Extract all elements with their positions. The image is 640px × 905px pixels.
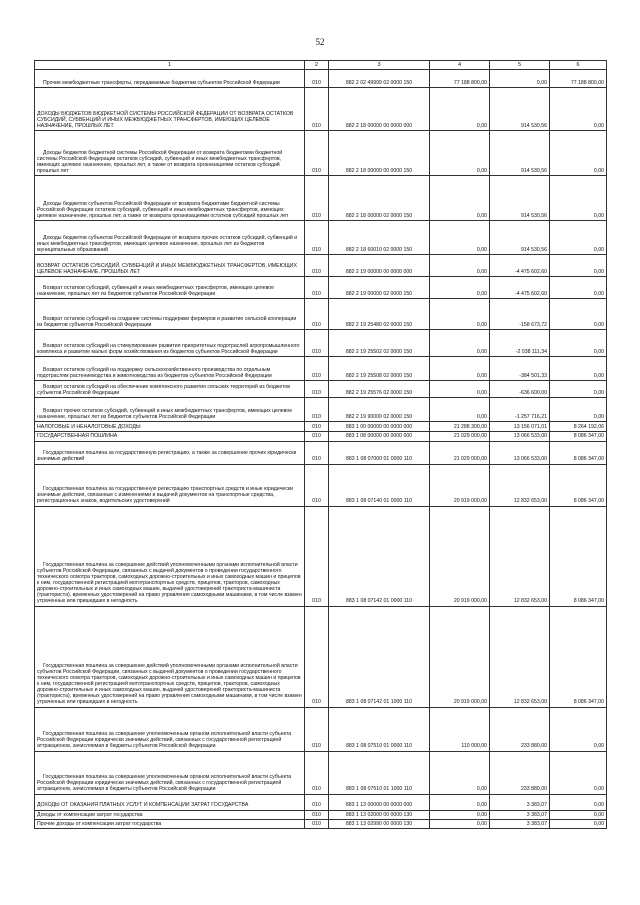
row-kbk-cell: 883 1 08 07000 01 0000 110 [329, 441, 430, 464]
row-plan-cell: 0,00 [430, 299, 490, 330]
row-name-cell: Возврат остатков субсидий на стимулирование развития приоритетных подотраслей агропромышленного комплекса и развитие малых форм хозяйствования из бюджетов субъектов Российской Федерации [35, 330, 305, 357]
table-row [35, 464, 607, 506]
table-row [35, 221, 607, 255]
row-rest-cell: 8 086 347,00 [550, 441, 607, 464]
table-row [35, 255, 607, 277]
table-header-row [35, 61, 607, 70]
row-exec-cell: 914 530,56 [490, 131, 550, 176]
row-plan-cell: 0,00 [430, 810, 490, 819]
row-rest-cell: 0,00 [550, 819, 607, 828]
row-exec-cell: 3 383,07 [490, 810, 550, 819]
table-row [35, 299, 607, 330]
row-code-cell: 010 [305, 751, 329, 794]
row-code-cell: 010 [305, 398, 329, 422]
row-kbk-cell: 882 2 18 00000 00 0000 150 [329, 131, 430, 176]
row-kbk-cell: 883 1 08 07510 01 0000 110 [329, 707, 430, 751]
row-rest-cell: 8 086 347,00 [550, 506, 607, 606]
row-code-cell: 010 [305, 176, 329, 221]
row-rest-cell: 8 086 347,00 [550, 464, 607, 506]
row-rest-cell: 8 086 347,00 [550, 432, 607, 441]
row-plan-cell: 0,00 [430, 131, 490, 176]
table-row [35, 70, 607, 88]
row-exec-cell: -1 257 716,21 [490, 398, 550, 422]
row-rest-cell: 0,00 [550, 221, 607, 255]
row-code-cell: 010 [305, 330, 329, 357]
row-name-cell: ДОХОДЫ БЮДЖЕТОВ БЮДЖЕТНОЙ СИСТЕМЫ РОССИЙСКОЙ ФЕДЕРАЦИИ ОТ ВОЗВРАТА ОСТАТКОВ СУБСИДИЙ, СУБВЕНЦИЙ И ИНЫХ МЕЖБЮДЖЕТНЫХ ТРАНСФЕРТОВ, ИМЕЮЩИХ ЦЕЛЕВОЕ НАЗНАЧЕНИЕ, ПРОШЛЫХ ЛЕТ [35, 88, 305, 131]
column-header: 3 [329, 61, 430, 70]
row-rest-cell: 0,00 [550, 398, 607, 422]
row-kbk-cell: 882 2 18 00000 00 0000 000 [329, 88, 430, 131]
row-exec-cell: -2 038 111,34 [490, 330, 550, 357]
row-exec-cell: 233 880,00 [490, 751, 550, 794]
row-kbk-cell: 882 2 19 90000 02 0000 150 [329, 398, 430, 422]
row-code-cell: 010 [305, 381, 329, 398]
row-code-cell: 010 [305, 794, 329, 810]
row-exec-cell: -4 475 602,60 [490, 255, 550, 277]
row-rest-cell: 0,00 [550, 131, 607, 176]
row-kbk-cell: 882 2 19 25480 02 0000 150 [329, 299, 430, 330]
row-plan-cell: 0,00 [430, 88, 490, 131]
row-name-cell: Государственная пошлина за государственную регистрацию транспортных средств и иные юридически значимые действия, связанные с изменениями и выдачей документов на транспортные средства, регистрационных знаков, водительских удостоверений [35, 464, 305, 506]
row-rest-cell: 0,00 [550, 751, 607, 794]
row-exec-cell: -4 475 602,60 [490, 277, 550, 299]
row-exec-cell: 13 156 071,01 [490, 422, 550, 432]
row-code-cell: 010 [305, 810, 329, 819]
row-code-cell: 010 [305, 819, 329, 828]
table-row [35, 810, 607, 819]
row-rest-cell: 8 264 192,06 [550, 422, 607, 432]
table-row [35, 357, 607, 381]
row-name-cell: Возврат остатков субсидий на создание системы поддержки фермеров и развитие сельской кооперации из бюджетов субъектов Российской Федерации [35, 299, 305, 330]
row-plan-cell: 0,00 [430, 794, 490, 810]
row-plan-cell: 0,00 [430, 255, 490, 277]
row-plan-cell: 0,00 [430, 381, 490, 398]
table-row [35, 432, 607, 441]
row-code-cell: 010 [305, 255, 329, 277]
table-row [35, 88, 607, 131]
row-name-cell: Возврат остатков субсидий на обеспечение комплексного развития сельских территорий из бюджетов субъектов Российской Федерации [35, 381, 305, 398]
row-exec-cell: -384 501,33 [490, 357, 550, 381]
table-row [35, 794, 607, 810]
row-name-cell: ГОСУДАРСТВЕННАЯ ПОШЛИНА [35, 432, 305, 441]
row-rest-cell: 0,00 [550, 176, 607, 221]
row-exec-cell: 12 832 653,00 [490, 464, 550, 506]
row-code-cell: 010 [305, 88, 329, 131]
column-header: 5 [490, 61, 550, 70]
table-row [35, 398, 607, 422]
row-name-cell: Возврат остатков субсидий на поддержку сельскохозяйственного производства по отдельным подотраслям растениеводства и животноводства из бюджетов субъектов Российской Федерации [35, 357, 305, 381]
row-kbk-cell: 883 1 13 00000 00 0000 000 [329, 794, 430, 810]
row-plan-cell: 20 919 000,00 [430, 464, 490, 506]
row-plan-cell: 20 919 000,00 [430, 606, 490, 707]
row-code-cell: 010 [305, 422, 329, 432]
row-name-cell: Государственная пошлина за совершение уполномоченным органом исполнительной власти субъекта Российской Федерации юридически значимых действий, связанных с государственной регистрацией аттракционов, зачисляемая в бюджеты субъектов Российской Федерации [35, 707, 305, 751]
row-rest-cell: 0,00 [550, 277, 607, 299]
row-exec-cell: 3 383,07 [490, 794, 550, 810]
row-plan-cell: 20 919 000,00 [430, 506, 490, 606]
row-kbk-cell: 882 2 19 25502 02 0000 150 [329, 330, 430, 357]
row-plan-cell: 0,00 [430, 330, 490, 357]
row-kbk-cell: 883 1 08 07142 01 1000 110 [329, 606, 430, 707]
table-row [35, 176, 607, 221]
row-name-cell: Доходы бюджетов субъектов Российской Федерации от возврата прочих остатков субсидий, субвенций и иных межбюджетных трансфертов, имеющих целевое назначение, прошлых лет из бюджетов муниципальных образований [35, 221, 305, 255]
row-plan-cell: 0,00 [430, 221, 490, 255]
table-row [35, 330, 607, 357]
row-plan-cell: 0,00 [430, 398, 490, 422]
row-kbk-cell: 882 2 19 25508 02 0000 150 [329, 357, 430, 381]
row-kbk-cell: 882 2 18 00000 02 0000 150 [329, 176, 430, 221]
table-row [35, 131, 607, 176]
row-name-cell: Доходы бюджетов бюджетной системы Российской Федерации от возврата бюджетами бюджетной системы Российской Федерации остатков субсидий, субвенций и иных межбюджетных трансфертов, имеющих целевое назначение, прошлых лет, а также от возврата организациями остатков субсидий прошлых лет [35, 131, 305, 176]
row-rest-cell: 8 086 347,00 [550, 606, 607, 707]
row-plan-cell: 21 029 000,00 [430, 441, 490, 464]
column-header: 1 [35, 61, 305, 70]
row-exec-cell: 13 066 533,00 [490, 432, 550, 441]
row-rest-cell: 77 188 800,00 [550, 70, 607, 88]
row-code-cell: 010 [305, 277, 329, 299]
row-code-cell: 010 [305, 131, 329, 176]
row-name-cell: Государственная пошлина за совершение действий уполномоченными органами исполнительной власти субъектов Российской Федерации, связанных с выдачей документов о проведении государственного технического осмотра тракторов, самоходных дорожно-строительных и иных самоходных машин и прицепов к ним, государственной регистрацией мототранспортных средств, прицепов, тракторов, самоходных дорожно-строительных и иных самоходных машин, выдачей удостоверений тракториста-машиниста (тракториста), временных удостоверений на право управления самоходными машинами, в том числе взамен утраченных или пришедших в негодность [35, 606, 305, 707]
row-rest-cell: 0,00 [550, 707, 607, 751]
row-kbk-cell: 882 2 19 25576 02 0000 150 [329, 381, 430, 398]
row-exec-cell: 0,00 [490, 70, 550, 88]
table-row [35, 441, 607, 464]
column-header: 6 [550, 61, 607, 70]
row-exec-cell: -636 600,00 [490, 381, 550, 398]
row-name-cell: ДОХОДЫ ОТ ОКАЗАНИЯ ПЛАТНЫХ УСЛУГ И КОМПЕНСАЦИИ ЗАТРАТ ГОСУДАРСТВА [35, 794, 305, 810]
row-plan-cell: 0,00 [430, 751, 490, 794]
row-kbk-cell: 883 1 08 00000 00 0000 000 [329, 432, 430, 441]
row-code-cell: 010 [305, 506, 329, 606]
row-code-cell: 010 [305, 707, 329, 751]
table-row [35, 819, 607, 828]
row-name-cell: Доходы от компенсации затрат государства [35, 810, 305, 819]
row-exec-cell: 12 832 653,00 [490, 606, 550, 707]
page-number: 52 [315, 37, 325, 47]
column-header: 2 [305, 61, 329, 70]
row-kbk-cell: 882 2 18 60010 02 0000 150 [329, 221, 430, 255]
row-plan-cell: 77 188 800,00 [430, 70, 490, 88]
row-kbk-cell: 882 2 02 49999 02 0000 150 [329, 70, 430, 88]
row-code-cell: 010 [305, 357, 329, 381]
row-name-cell: Прочие межбюджетные трансферты, передаваемые бюджетам субъектов Российской Федерации [35, 70, 305, 88]
row-rest-cell: 0,00 [550, 299, 607, 330]
table-row [35, 751, 607, 794]
row-exec-cell: 914 530,56 [490, 176, 550, 221]
row-plan-cell: 110 000,00 [430, 707, 490, 751]
row-name-cell: Государственная пошлина за совершение действий уполномоченными органами исполнительной власти субъектов Российской Федерации, связанных с выдачей документов о проведении государственного технического осмотра тракторов, самоходных дорожно-строительных и иных самоходных машин и прицепов к ним, государственной регистрацией мототранспортных средств, прицепов, тракторов, самоходных дорожно-строительных и иных самоходных машин, выдачей удостоверений тракториста-машиниста (тракториста), временных удостоверений на право управления самоходными машинами, в том числе взамен утраченных или пришедших в негодность [35, 506, 305, 606]
row-code-cell: 010 [305, 606, 329, 707]
table-row [35, 606, 607, 707]
row-kbk-cell: 883 1 13 02000 00 0000 130 [329, 810, 430, 819]
table-row [35, 381, 607, 398]
table-row [35, 277, 607, 299]
row-name-cell: ВОЗВРАТ ОСТАТКОВ СУБСИДИЙ, СУБВЕНЦИЙ И ИНЫХ МЕЖБЮДЖЕТНЫХ ТРАНСФЕРТОВ, ИМЕЮЩИХ ЦЕЛЕВОЕ НАЗНАЧЕНИЕ, ПРОШЛЫХ ЛЕТ [35, 255, 305, 277]
row-plan-cell: 0,00 [430, 819, 490, 828]
row-exec-cell: 13 066 533,00 [490, 441, 550, 464]
row-exec-cell: 914 530,56 [490, 221, 550, 255]
row-plan-cell: 0,00 [430, 176, 490, 221]
row-name-cell: Доходы бюджетов субъектов Российской Федерации от возврата бюджетами бюджетной системы Российской Федерации остатков субсидий, субвенций и иных межбюджетных трансфертов, имеющих целевое назначение, прошлых лет, а также от возврата организациями остатков субсидий прошлых лет [35, 176, 305, 221]
row-kbk-cell: 883 1 08 07142 01 0000 110 [329, 506, 430, 606]
row-kbk-cell: 883 1 08 07140 01 0000 110 [329, 464, 430, 506]
row-name-cell: Государственная пошлина за совершение уполномоченным органом исполнительной власти субъекта Российской Федерации юридически значимых действий, связанных с государственной регистрацией аттракционов, зачисляемая в бюджеты субъектов Российской Федерации [35, 751, 305, 794]
row-rest-cell: 0,00 [550, 88, 607, 131]
row-plan-cell: 0,00 [430, 357, 490, 381]
row-name-cell: Государственная пошлина за государственную регистрацию, а также за совершение прочих юридически значимых действий [35, 441, 305, 464]
row-exec-cell: 914 530,56 [490, 88, 550, 131]
row-plan-cell: 21 029 000,00 [430, 432, 490, 441]
row-plan-cell: 0,00 [430, 277, 490, 299]
row-name-cell: Возврат прочих остатков субсидий, субвенций и иных межбюджетных трансфертов, имеющих целевое назначение, прошлых лет из бюджетов субъектов Российской Федерации [35, 398, 305, 422]
row-code-cell: 010 [305, 432, 329, 441]
row-name-cell: НАЛОГОВЫЕ И НЕНАЛОГОВЫЕ ДОХОДЫ [35, 422, 305, 432]
column-header: 4 [430, 61, 490, 70]
table-row [35, 707, 607, 751]
row-code-cell: 010 [305, 221, 329, 255]
row-rest-cell: 0,00 [550, 255, 607, 277]
row-name-cell: Прочие доходы от компенсации затрат государства [35, 819, 305, 828]
row-rest-cell: 0,00 [550, 330, 607, 357]
row-code-cell: 010 [305, 70, 329, 88]
row-rest-cell: 0,00 [550, 810, 607, 819]
budget-revenue-table [34, 60, 607, 829]
row-plan-cell: 21 288 300,00 [430, 422, 490, 432]
row-kbk-cell: 883 1 00 00000 00 0000 000 [329, 422, 430, 432]
row-kbk-cell: 882 2 19 00000 02 0000 150 [329, 277, 430, 299]
row-kbk-cell: 883 1 13 02990 00 0000 130 [329, 819, 430, 828]
row-name-cell: Возврат остатков субсидий, субвенций и иных межбюджетных трансфертов, имеющих целевое назначение, прошлых лет из бюджетов субъектов Российской Федерации [35, 277, 305, 299]
row-kbk-cell: 883 1 08 07510 01 1000 110 [329, 751, 430, 794]
row-kbk-cell: 882 2 19 00000 00 0000 000 [329, 255, 430, 277]
row-code-cell: 010 [305, 299, 329, 330]
row-rest-cell: 0,00 [550, 357, 607, 381]
row-exec-cell: 3 383,07 [490, 819, 550, 828]
row-rest-cell: 0,00 [550, 794, 607, 810]
row-exec-cell: 12 832 653,00 [490, 506, 550, 606]
table-row [35, 506, 607, 606]
row-code-cell: 010 [305, 441, 329, 464]
table-row [35, 422, 607, 432]
row-rest-cell: 0,00 [550, 381, 607, 398]
row-code-cell: 010 [305, 464, 329, 506]
row-exec-cell: -158 673,72 [490, 299, 550, 330]
row-exec-cell: 233 880,00 [490, 707, 550, 751]
